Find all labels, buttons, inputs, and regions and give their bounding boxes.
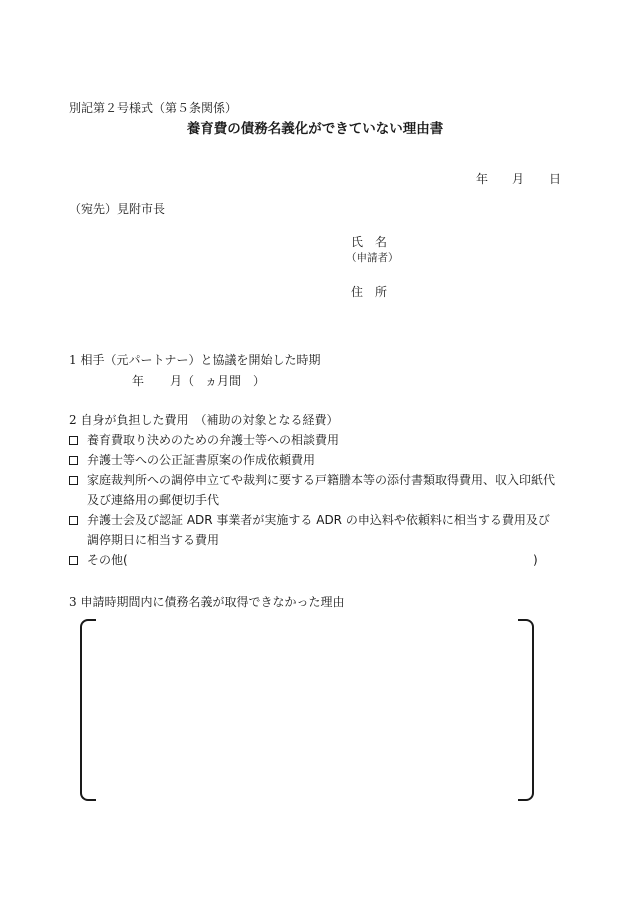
reason-box-right-bracket: [518, 619, 534, 801]
expense-other-label: その他(: [87, 553, 128, 567]
expense-item-label: 養育費取り決めのための弁護士等への相談費用: [87, 433, 340, 447]
applicant-address-label: 住 所: [351, 285, 388, 299]
date-day-label: 日: [549, 172, 562, 186]
applicant-name-label: 氏 名: [351, 235, 388, 249]
expense-item-label-continued: 及び連絡用の郵便切手代: [87, 493, 220, 507]
expense-item-label: 家庭裁判所への調停申立てや裁判に要する戸籍謄本等の添付書類取得費用、収入印紙代: [87, 473, 556, 487]
reason-input-area[interactable]: [98, 625, 516, 795]
form-number-label: 別記第２号様式（第５条関係）: [69, 101, 238, 115]
expense-checkbox[interactable]: [69, 476, 78, 485]
expense-item-label-continued: 調停期日に相当する費用: [87, 533, 220, 547]
expense-other-close-paren: ): [533, 553, 538, 567]
expense-checkbox-other[interactable]: [69, 556, 78, 565]
section1-duration-label: ヵ月間 ）: [205, 374, 266, 388]
section1-heading: 1 相手（元パートナー）と協議を開始した時期: [69, 353, 321, 367]
expense-checkbox[interactable]: [69, 436, 78, 445]
section3-heading: 3 申請時期間内に債務名義が取得できなかった理由: [69, 595, 345, 609]
reason-box-left-bracket: [80, 619, 96, 801]
document-title: 養育費の債務名義化ができていない理由書: [186, 121, 444, 137]
section2-heading: 2 自身が負担した費用 （補助の対象となる経費）: [69, 413, 339, 427]
date-month-label: 月: [512, 172, 525, 186]
expense-checkbox[interactable]: [69, 516, 78, 525]
expense-checkbox[interactable]: [69, 456, 78, 465]
applicant-note: （申請者）: [346, 252, 399, 264]
date-year-label: 年: [476, 172, 489, 186]
expense-item-label: 弁護士会及び認証 ADR 事業者が実施する ADR の申込料や依頼料に相当する費用及び: [87, 513, 550, 527]
expense-item-label: 弁護士等への公正証書原案の作成依頼費用: [87, 453, 316, 467]
section1-year-label: 年: [132, 374, 145, 388]
addressee: （宛先）見附市長: [69, 202, 166, 216]
section1-month-label: 月（: [170, 374, 195, 388]
